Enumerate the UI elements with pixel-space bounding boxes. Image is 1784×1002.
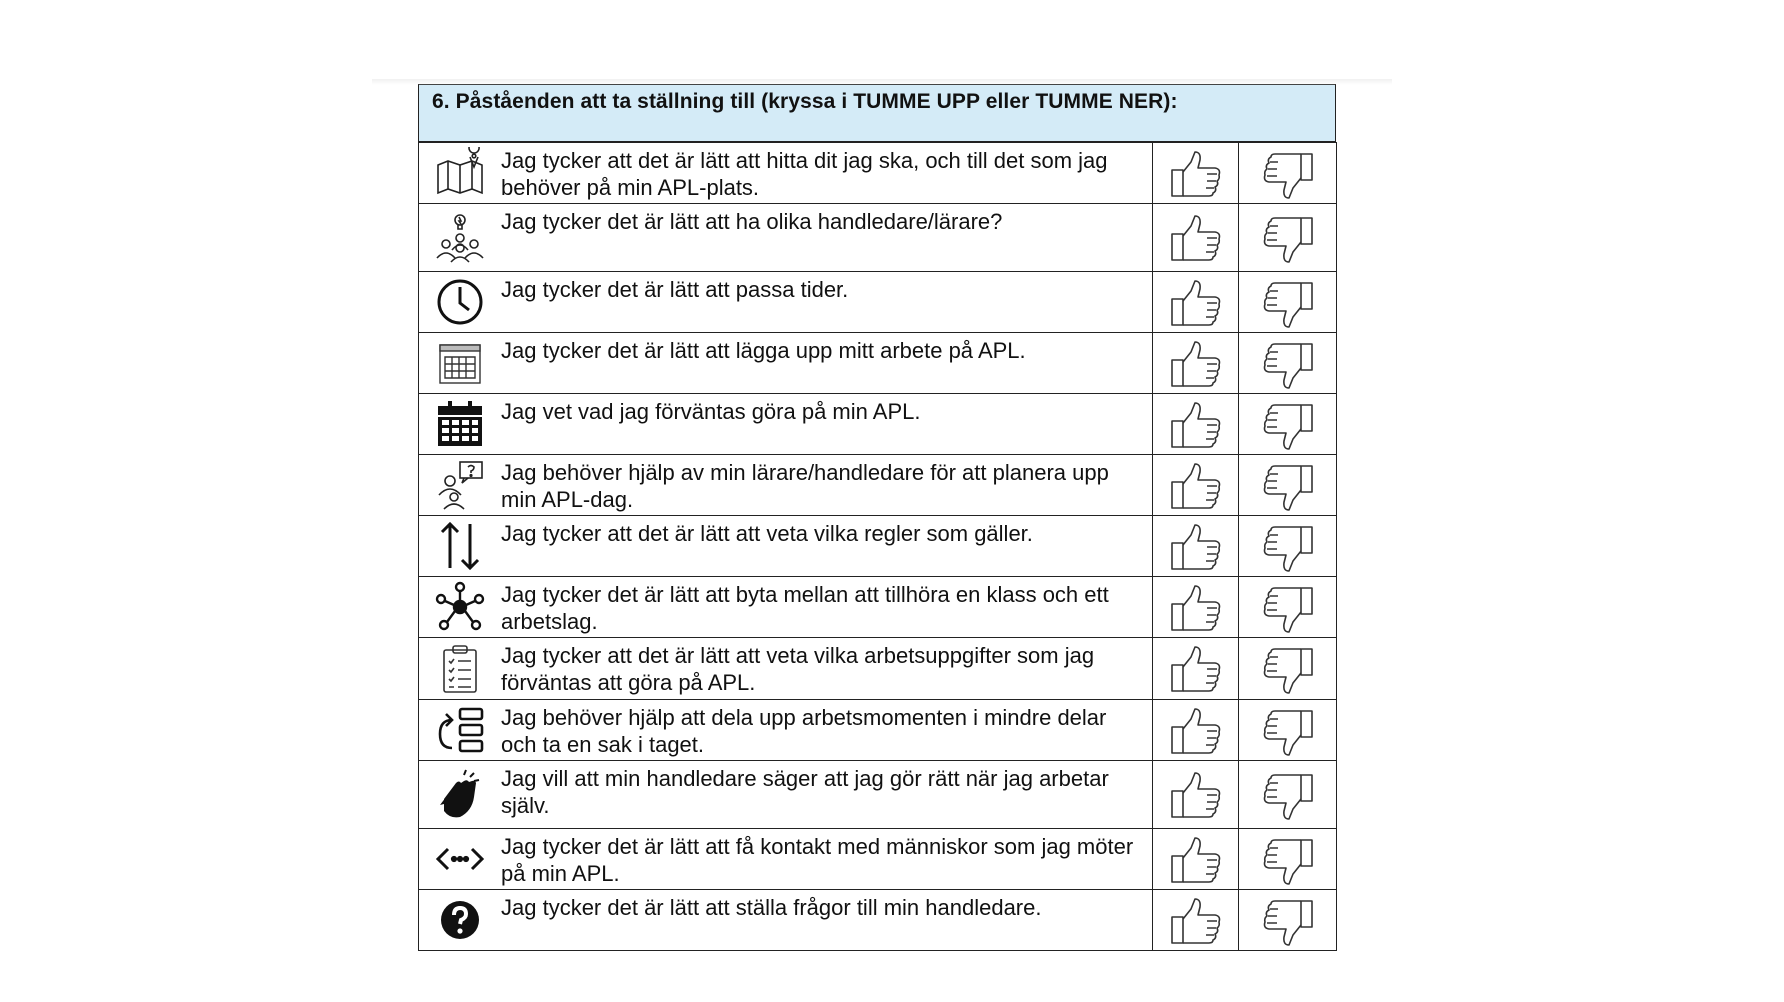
- statement-text: Jag tycker det är lätt att byta mellan att tillhöra en klass och ett arbetslag.: [501, 582, 1109, 634]
- thumb-down-cell[interactable]: [1239, 638, 1337, 700]
- statement-row: [419, 143, 1337, 204]
- statement-text: Jag vet vad jag förväntas göra på min APL.: [501, 399, 921, 424]
- statement-text: Jag tycker det är lätt att passa tider.: [501, 277, 849, 302]
- statement-text: Jag tycker att det är lätt att hitta dit jag ska, och till det som jag behöver på min APL-plats.: [501, 148, 1108, 200]
- statement-row: [419, 638, 1337, 700]
- clipboard-checklist-icon: [419, 638, 501, 699]
- survey-table: [418, 84, 1336, 951]
- thumb-down-cell[interactable]: [1239, 333, 1337, 394]
- thumb-down-icon[interactable]: [1239, 340, 1336, 390]
- statement-row: [419, 890, 1337, 951]
- thumb-up-icon[interactable]: [1153, 150, 1238, 200]
- thumb-up-cell[interactable]: [1153, 700, 1239, 761]
- thumb-down-icon[interactable]: [1239, 279, 1336, 329]
- thumb-up-cell[interactable]: [1153, 333, 1239, 394]
- statements-table: [418, 142, 1337, 951]
- thumb-down-icon[interactable]: [1239, 401, 1336, 451]
- thumb-up-cell[interactable]: [1153, 890, 1239, 951]
- statement-cell: [419, 829, 1153, 890]
- statement-row: [419, 455, 1337, 516]
- statement-text: Jag tycker att det är lätt att veta vilka regler som gäller.: [501, 521, 1033, 546]
- section-heading: 6. Påståenden att ta ställning till (kryssa i TUMME UPP eller TUMME NER):: [432, 90, 1178, 113]
- thumb-up-cell[interactable]: [1153, 272, 1239, 333]
- thumb-up-icon[interactable]: [1153, 214, 1238, 264]
- thumb-up-icon[interactable]: [1153, 645, 1238, 695]
- statement-text: Jag vill att min handledare säger att jag gör rätt när jag arbetar själv.: [501, 766, 1109, 818]
- thumb-down-cell[interactable]: [1239, 204, 1337, 272]
- thumb-down-icon[interactable]: [1239, 707, 1336, 757]
- thumb-down-icon[interactable]: [1239, 771, 1336, 821]
- thumb-down-cell[interactable]: [1239, 516, 1337, 577]
- calendar-outline-icon: [419, 333, 501, 393]
- thumb-down-icon[interactable]: [1239, 584, 1336, 634]
- thumb-up-icon[interactable]: [1153, 462, 1238, 512]
- thumb-down-cell[interactable]: [1239, 394, 1337, 455]
- statement-text: Jag behöver hjälp att dela upp arbetsmomenten i mindre delar och ta en sak i taget.: [501, 705, 1107, 757]
- thumb-down-icon[interactable]: [1239, 462, 1336, 512]
- thumb-down-icon[interactable]: [1239, 836, 1336, 886]
- clock-icon: [419, 272, 501, 332]
- statement-cell: [419, 394, 1153, 455]
- thumb-up-cell[interactable]: [1153, 577, 1239, 638]
- people-question-icon: [419, 455, 501, 515]
- thumb-up-cell[interactable]: [1153, 204, 1239, 272]
- statement-text: Jag tycker att det är lätt att veta vilka arbetsuppgifter som jag förväntas att göra på APL.: [501, 643, 1095, 695]
- statement-row: [419, 577, 1337, 638]
- thumb-up-cell[interactable]: [1153, 394, 1239, 455]
- section-heading-row: [418, 84, 1336, 142]
- thumb-up-icon[interactable]: [1153, 279, 1238, 329]
- statement-cell: [419, 761, 1153, 829]
- clapping-hands-icon: [419, 761, 501, 828]
- thumb-up-icon[interactable]: [1153, 836, 1238, 886]
- statement-cell: [419, 516, 1153, 577]
- statement-text: Jag tycker det är lätt att ställa frågor till min handledare.: [501, 895, 1042, 920]
- thumb-down-cell[interactable]: [1239, 890, 1337, 951]
- thumb-up-cell[interactable]: [1153, 761, 1239, 829]
- thumb-up-icon[interactable]: [1153, 897, 1238, 947]
- thumb-up-icon[interactable]: [1153, 771, 1238, 821]
- statement-row: [419, 700, 1337, 761]
- thumb-up-cell[interactable]: [1153, 638, 1239, 700]
- statement-row: [419, 516, 1337, 577]
- statement-text: Jag behöver hjälp av min lärare/handledare för att planera upp min APL-dag.: [501, 460, 1109, 512]
- steps-list-icon: [419, 700, 501, 760]
- thumb-down-cell[interactable]: [1239, 761, 1337, 829]
- thumb-down-icon[interactable]: [1239, 523, 1336, 573]
- thumb-down-icon[interactable]: [1239, 645, 1336, 695]
- thumb-up-icon[interactable]: [1153, 401, 1238, 451]
- statement-cell: [419, 638, 1153, 700]
- statement-row: [419, 204, 1337, 272]
- thumb-up-cell[interactable]: [1153, 516, 1239, 577]
- thumb-down-cell[interactable]: [1239, 272, 1337, 333]
- thumb-down-cell[interactable]: [1239, 577, 1337, 638]
- thumb-up-cell[interactable]: [1153, 143, 1239, 204]
- statement-cell: [419, 272, 1153, 333]
- thumb-down-cell[interactable]: [1239, 143, 1337, 204]
- thumb-down-cell[interactable]: [1239, 829, 1337, 890]
- thumb-up-icon[interactable]: [1153, 340, 1238, 390]
- thumb-down-icon[interactable]: [1239, 897, 1336, 947]
- thumb-down-cell[interactable]: [1239, 455, 1337, 516]
- statement-row: [419, 761, 1337, 829]
- thumb-up-icon[interactable]: [1153, 523, 1238, 573]
- map-pin-icon: [419, 143, 501, 203]
- statement-text: Jag tycker det är lätt att få kontakt med människor som jag möter på min APL.: [501, 834, 1134, 886]
- code-arrows-icon: [419, 829, 501, 889]
- thumb-up-icon[interactable]: [1153, 707, 1238, 757]
- statement-cell: [419, 204, 1153, 272]
- thumb-down-icon[interactable]: [1239, 214, 1336, 264]
- statement-cell: [419, 143, 1153, 204]
- calendar-filled-icon: [419, 394, 501, 454]
- thumb-up-cell[interactable]: [1153, 829, 1239, 890]
- up-down-arrows-icon: [419, 516, 501, 576]
- statement-cell: [419, 700, 1153, 761]
- statement-row: [419, 272, 1337, 333]
- network-hub-icon: [419, 577, 501, 637]
- statement-cell: [419, 333, 1153, 394]
- statement-cell: [419, 455, 1153, 516]
- thumb-down-cell[interactable]: [1239, 700, 1337, 761]
- thumb-up-icon[interactable]: [1153, 584, 1238, 634]
- group-idea-icon: [419, 204, 501, 271]
- statement-row: [419, 829, 1337, 890]
- question-circle-icon: [419, 890, 501, 950]
- statement-row: [419, 394, 1337, 455]
- statement-text: Jag tycker det är lätt att ha olika handledare/lärare?: [501, 209, 1003, 234]
- thumb-up-cell[interactable]: [1153, 455, 1239, 516]
- statement-text: Jag tycker det är lätt att lägga upp mitt arbete på APL.: [501, 338, 1026, 363]
- statement-row: [419, 333, 1337, 394]
- statement-cell: [419, 890, 1153, 951]
- thumb-down-icon[interactable]: [1239, 150, 1336, 200]
- statement-cell: [419, 577, 1153, 638]
